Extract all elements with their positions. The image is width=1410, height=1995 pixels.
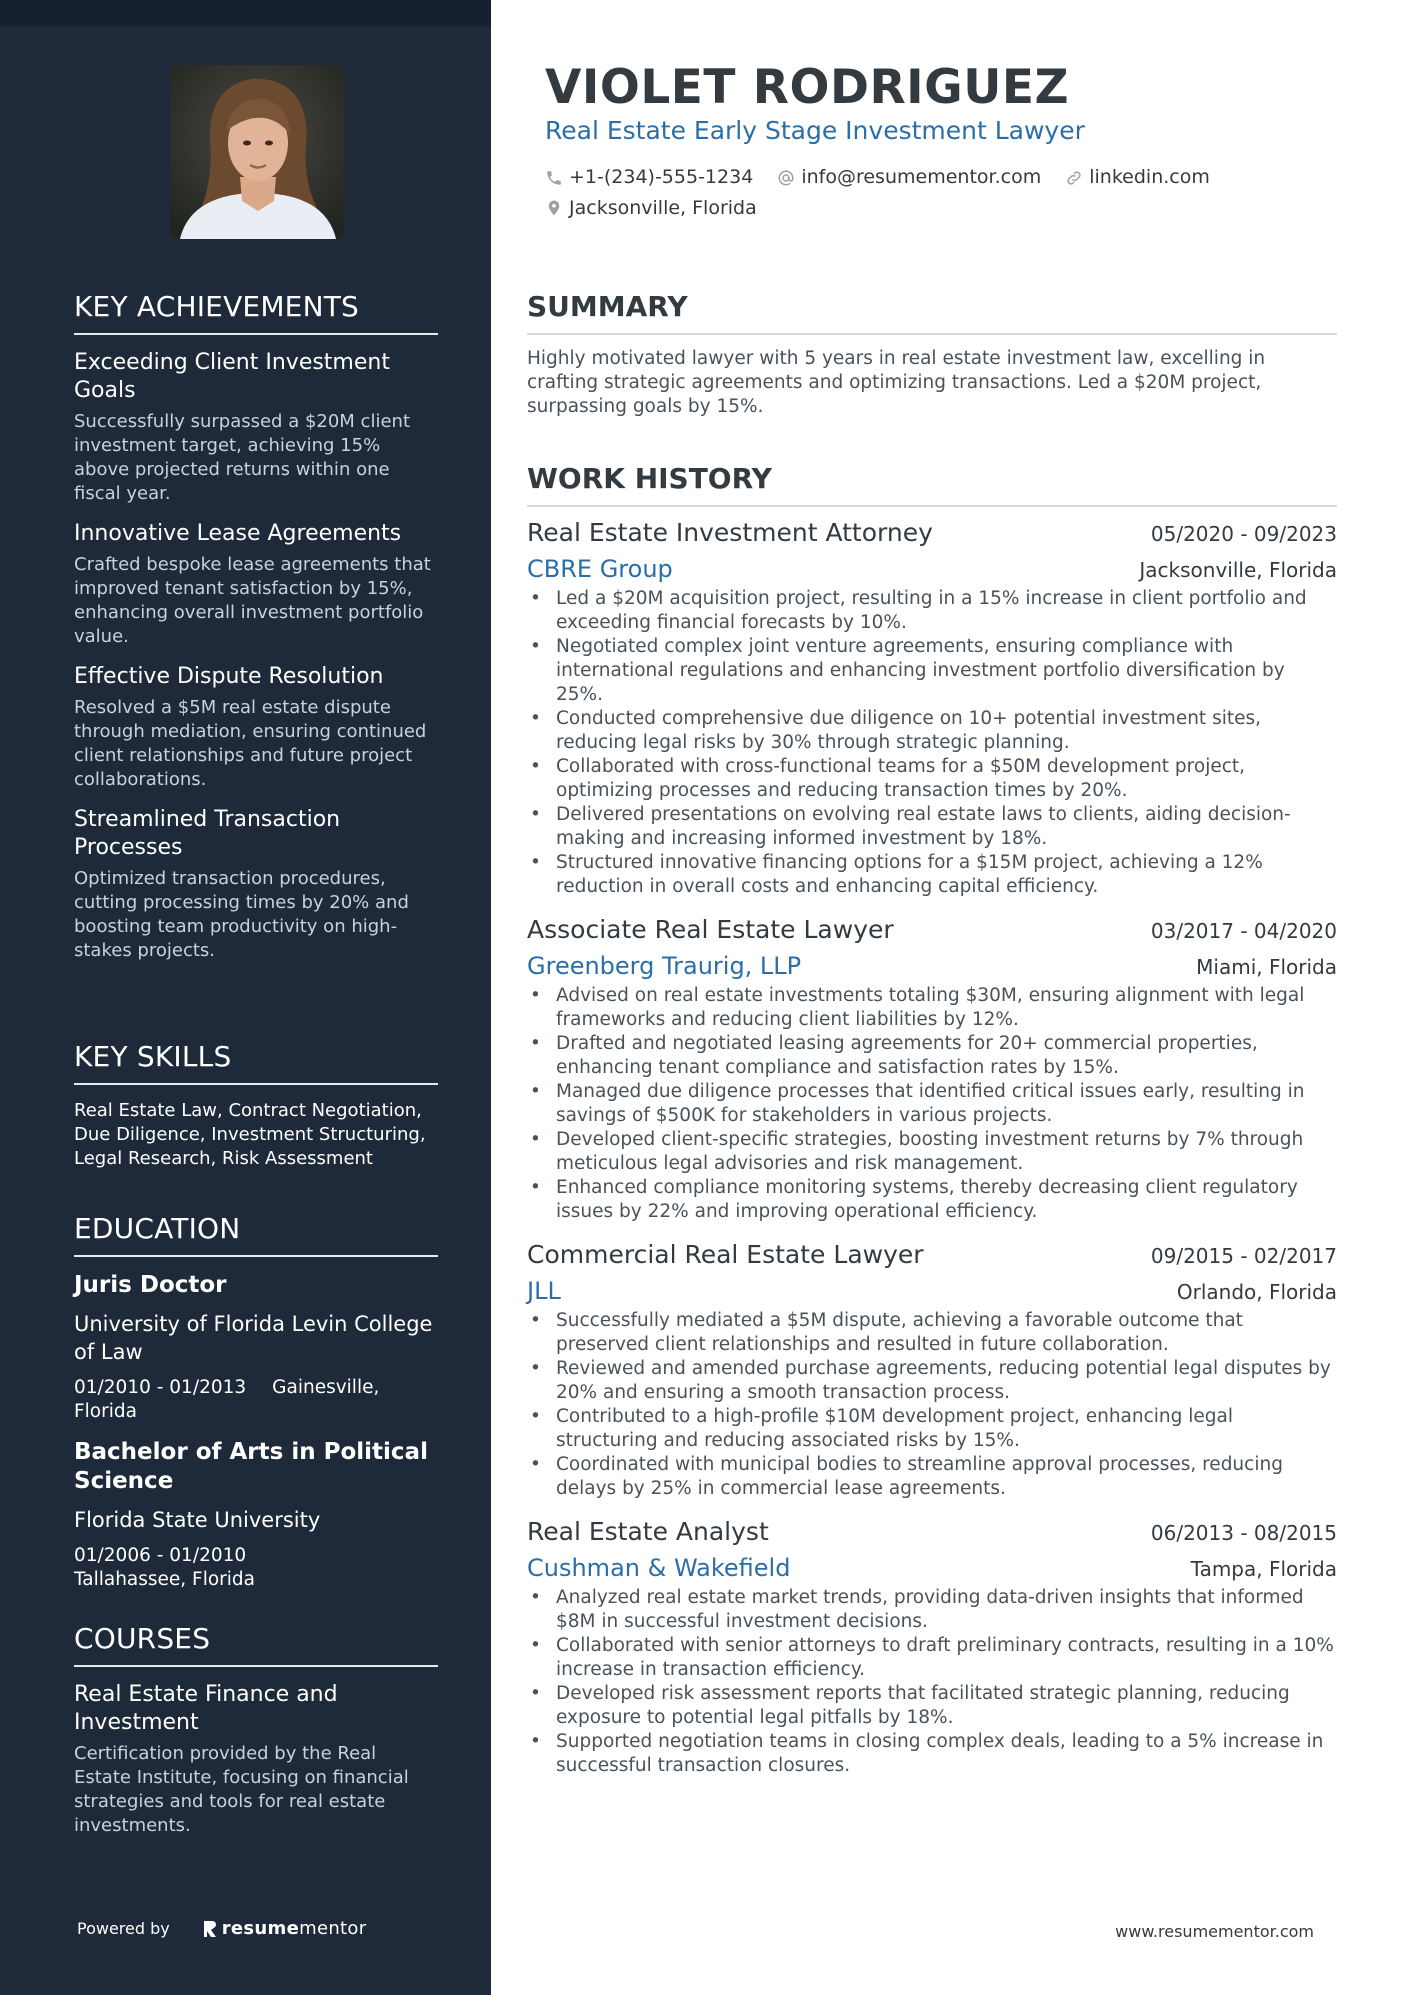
job-role: Commercial Real Estate Lawyer <box>527 1240 924 1269</box>
job-bullet: • Advised on real estate investments totaling $30M, ensuring alignment with legal frameworks and reducing client liabilities by 12%. <box>527 984 1337 1032</box>
job-bullets <box>527 1309 1337 1501</box>
course-desc: Certification provided by the Real Estate Institute, focusing on financial strategies and tools for real estate investments. <box>74 1743 409 1836</box>
education-location: Gainesville, Florida <box>74 1377 380 1422</box>
powered-by <box>77 1918 366 1939</box>
work-history-heading: WORK HISTORY <box>527 462 1337 507</box>
job-bullet: • Enhanced compliance monitoring systems, thereby decreasing client regulatory issues by 22% and improving operational efficiency. <box>527 1176 1337 1224</box>
achievement-item <box>74 349 438 506</box>
education-item <box>74 1438 438 1592</box>
contact-location <box>545 195 757 222</box>
achievement-item <box>74 806 438 963</box>
achievement-desc: Crafted bespoke lease agreements that improved tenant satisfaction by 15%, enhancing overall investment portfolio value. <box>74 554 431 647</box>
job-bullet: • Reviewed and amended purchase agreements, reducing potential legal disputes by 20% and ensuring a smooth transaction process. <box>527 1357 1337 1405</box>
education-section <box>74 1212 438 1592</box>
job-dates: 06/2013 - 08/2015 <box>1150 1521 1337 1545</box>
brand-logo[interactable] <box>202 1918 367 1939</box>
contact-email[interactable] <box>777 164 1041 191</box>
job-company: CBRE Group <box>527 555 673 583</box>
skills-section <box>74 1040 438 1171</box>
footer-url[interactable]: www.resumementor.com <box>1115 1922 1314 1941</box>
achievement-title: Innovative Lease Agreements <box>74 521 402 546</box>
job-location: Tampa, Florida <box>1190 1557 1337 1581</box>
skills-list: Real Estate Law, Contract Negotiation, Due Diligence, Investment Structuring, Legal Research, Risk Assessment <box>74 1100 426 1169</box>
linkedin-text: linkedin.com <box>1089 166 1210 188</box>
education-meta <box>74 1544 438 1592</box>
education-location: Tallahassee, Florida <box>74 1569 255 1590</box>
job-bullet: • Collaborated with cross-functional teams for a $50M development project, optimizing processes and reducing transaction times by 20%. <box>527 755 1337 803</box>
job-bullet: • Delivered presentations on evolving real estate laws to clients, aiding decision-making and increasing informed investment by 18%. <box>527 803 1337 851</box>
job-bullets <box>527 1586 1337 1778</box>
summary-heading: SUMMARY <box>527 290 1337 335</box>
education-item <box>74 1271 438 1424</box>
summary-section <box>527 290 1337 419</box>
job-entry <box>527 1517 1337 1778</box>
courses-heading: COURSES <box>74 1622 438 1667</box>
job-bullet: • Coordinated with municipal bodies to streamline approval processes, reducing delays by 25% in commercial lease agreements. <box>527 1453 1337 1501</box>
at-icon <box>777 169 795 187</box>
job-bullet: • Developed risk assessment reports that facilitated strategic planning, reducing exposure to potential legal pitfalls by 18%. <box>527 1682 1337 1730</box>
brand-light: mentor <box>299 1918 367 1939</box>
job-role: Real Estate Investment Attorney <box>527 518 933 547</box>
main-content <box>527 0 1337 1995</box>
phone-icon <box>545 169 563 187</box>
job-location: Orlando, Florida <box>1176 1280 1337 1304</box>
education-dates: 01/2006 - 01/2010 <box>74 1545 247 1566</box>
job-bullet: • Developed client-specific strategies, boosting investment returns by 7% through meticulous legal advisories and risk management. <box>527 1128 1337 1176</box>
contact-info <box>545 164 1265 225</box>
course-item <box>74 1681 438 1838</box>
achievements-heading: KEY ACHIEVEMENTS <box>74 290 438 335</box>
job-bullet: • Managed due diligence processes that identified critical issues early, resulting in savings of $500K for stakeholders in various projects. <box>527 1080 1337 1128</box>
achievement-title: Streamlined Transaction Processes <box>74 807 341 860</box>
education-meta <box>74 1376 438 1424</box>
education-degree: Juris Doctor <box>74 1272 227 1298</box>
job-bullet: • Supported negotiation teams in closing complex deals, leading to a 5% increase in successful transaction closures. <box>527 1730 1337 1778</box>
phone-text: +1-(234)-555-1234 <box>569 166 754 188</box>
job-company: Greenberg Traurig, LLP <box>527 952 802 980</box>
achievement-title: Exceeding Client Investment Goals <box>74 350 390 403</box>
job-dates: 05/2020 - 09/2023 <box>1150 522 1337 546</box>
job-dates: 03/2017 - 04/2020 <box>1150 919 1337 943</box>
job-entry <box>527 915 1337 1224</box>
education-school: University of Florida Levin College of Law <box>74 1312 433 1364</box>
link-icon <box>1065 169 1083 187</box>
job-bullets <box>527 587 1337 899</box>
job-bullet: • Collaborated with senior attorneys to draft preliminary contracts, resulting in a 10% increase in transaction efficiency. <box>527 1634 1337 1682</box>
job-bullet: • Contributed to a high-profile $10M development project, enhancing legal structuring and reducing associated risks by 15%. <box>527 1405 1337 1453</box>
course-title: Real Estate Finance and Investment <box>74 1682 338 1735</box>
location-pin-icon <box>545 199 563 217</box>
job-role: Associate Real Estate Lawyer <box>527 915 894 944</box>
achievement-desc: Successfully surpassed a $20M client investment target, achieving 15% above projected returns within one fiscal year. <box>74 411 410 504</box>
job-company: Cushman & Wakefield <box>527 1554 791 1582</box>
brand-bold: resume <box>221 1918 300 1939</box>
achievement-item <box>74 663 438 792</box>
courses-section <box>74 1622 438 1838</box>
achievement-title: Effective Dispute Resolution <box>74 664 384 689</box>
profile-photo <box>170 65 344 239</box>
candidate-name: VIOLET RODRIGUEZ <box>545 60 1070 115</box>
candidate-title: Real Estate Early Stage Investment Lawyer <box>545 116 1085 145</box>
sidebar-top-band <box>0 0 491 26</box>
education-heading: EDUCATION <box>74 1212 438 1257</box>
education-degree: Bachelor of Arts in Political Science <box>74 1439 428 1494</box>
job-bullet: • Successfully mediated a $5M dispute, achieving a favorable outcome that preserved client relationships and resulted in future collaboration. <box>527 1309 1337 1357</box>
job-bullet: • Analyzed real estate market trends, providing data-driven insights that informed $8M in successful investment decisions. <box>527 1586 1337 1634</box>
job-bullet: • Negotiated complex joint venture agreements, ensuring compliance with international regulations and enhancing investment portfolio diversification by 25%. <box>527 635 1337 707</box>
job-bullet: • Led a $20M acquisition project, resulting in a 15% increase in client portfolio and exceeding financial forecasts by 10%. <box>527 587 1337 635</box>
job-bullet: • Structured innovative financing options for a $15M project, achieving a 12% reduction in overall costs and enhancing capital efficiency. <box>527 851 1337 899</box>
job-bullet: • Drafted and negotiated leasing agreements for 20+ commercial properties, enhancing tenant compliance and satisfaction rates by 15%. <box>527 1032 1337 1080</box>
achievement-desc: Resolved a $5M real estate dispute through mediation, ensuring continued client relationships and future project collaborations. <box>74 697 427 790</box>
achievement-desc: Optimized transaction procedures, cutting processing times by 20% and boosting team productivity on high-stakes projects. <box>74 868 409 961</box>
job-location: Jacksonville, Florida <box>1139 558 1337 582</box>
job-entry <box>527 518 1337 899</box>
location-text: Jacksonville, Florida <box>569 196 757 219</box>
job-company: JLL <box>527 1277 561 1305</box>
powered-by-label: Powered by <box>77 1919 170 1938</box>
email-text: info@resumementor.com <box>801 166 1042 188</box>
summary-text: Highly motivated lawyer with 5 years in real estate investment law, excelling in crafting strategic agreements and optimizing transactions. Led a $20M project, surpassing goals by 15%. <box>527 348 1266 417</box>
job-role: Real Estate Analyst <box>527 1517 769 1546</box>
job-bullets <box>527 984 1337 1224</box>
sidebar <box>0 0 491 1995</box>
education-school: Florida State University <box>74 1508 321 1532</box>
job-dates: 09/2015 - 02/2017 <box>1150 1244 1337 1268</box>
skills-heading: KEY SKILLS <box>74 1040 438 1085</box>
job-entry <box>527 1240 1337 1501</box>
contact-linkedin[interactable] <box>1065 164 1210 191</box>
resumementor-logo-icon <box>202 1919 218 1939</box>
contact-phone[interactable] <box>545 164 753 191</box>
achievements-section <box>74 290 438 963</box>
work-history-section <box>527 462 1337 1778</box>
job-location: Miami, Florida <box>1196 955 1337 979</box>
job-bullet: • Conducted comprehensive due diligence on 10+ potential investment sites, reducing legal risks by 30% through strategic planning. <box>527 707 1337 755</box>
education-dates: 01/2010 - 01/2013 <box>74 1377 247 1398</box>
achievement-item <box>74 520 438 649</box>
